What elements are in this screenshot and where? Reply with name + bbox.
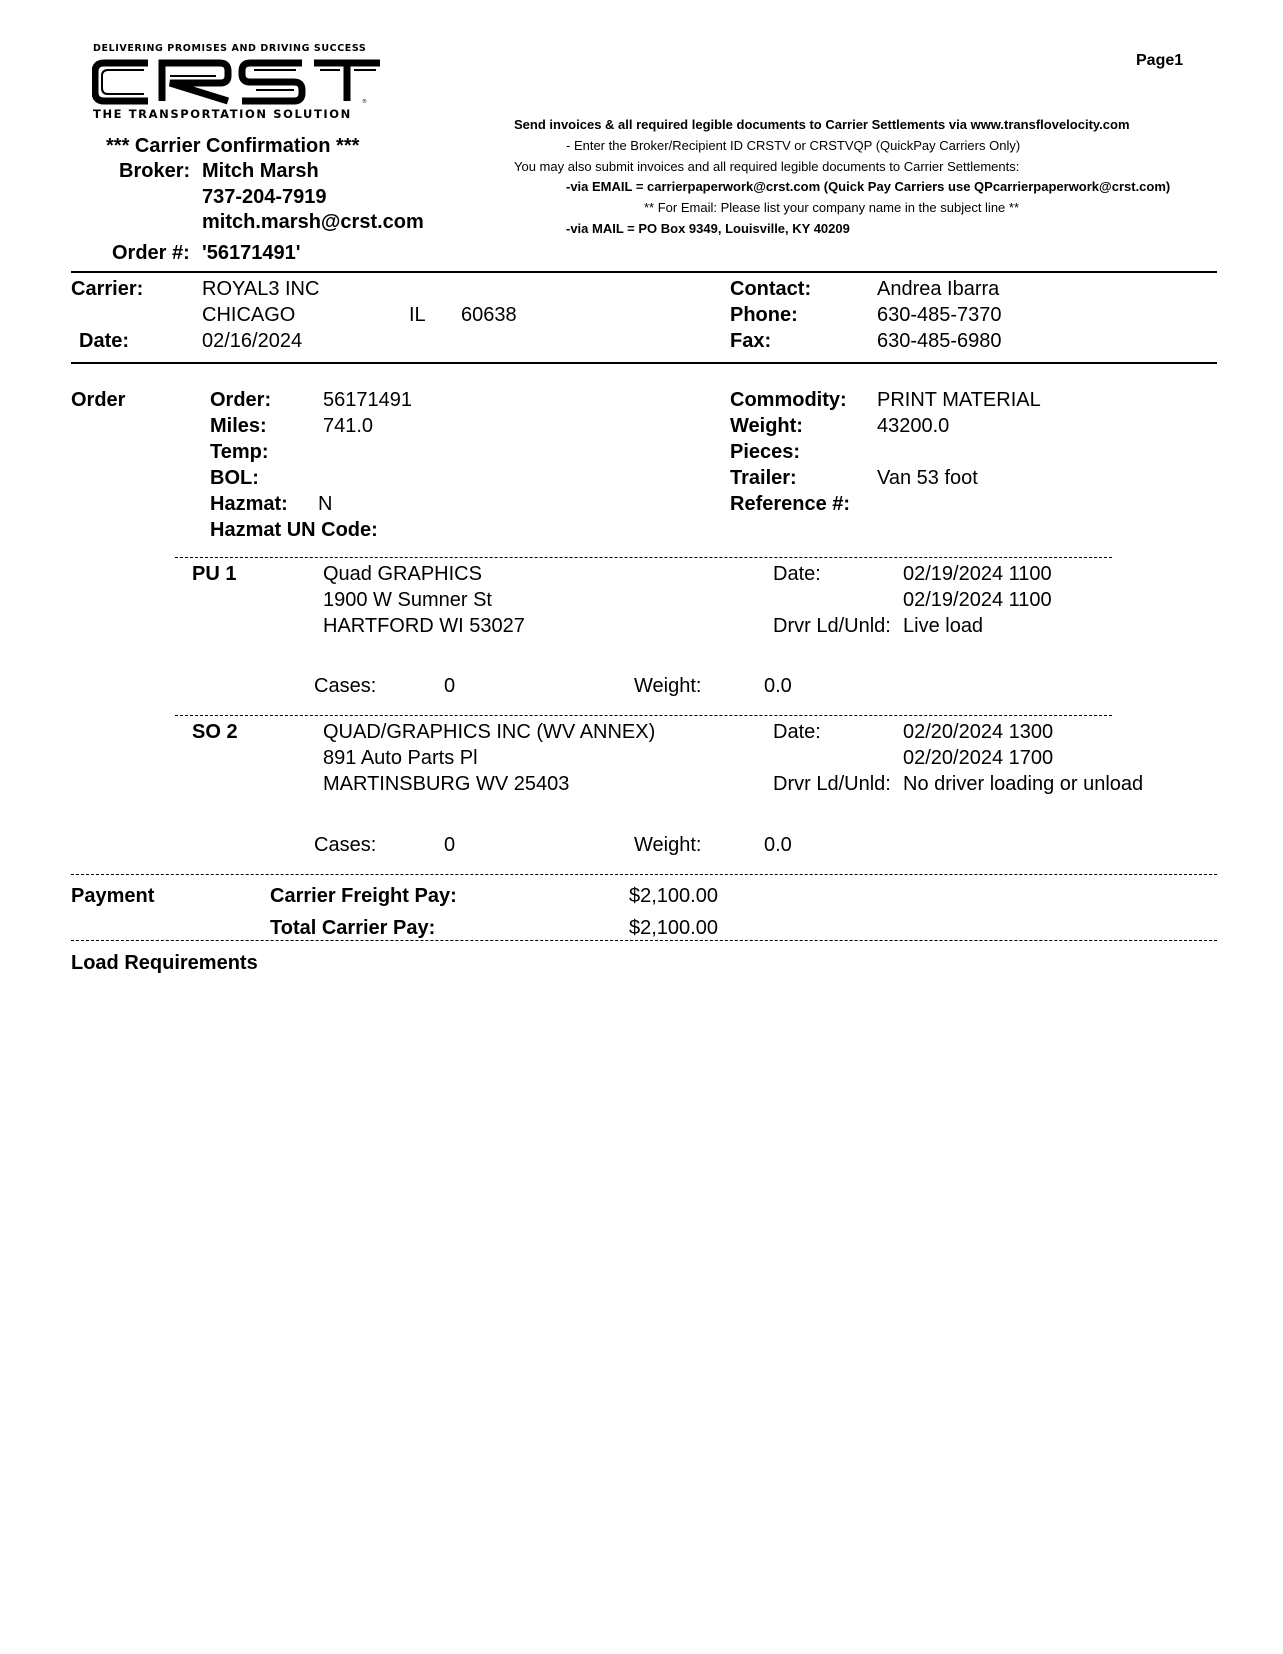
- reference-label: Reference #:: [730, 493, 851, 515]
- order-section-label: Order: [71, 389, 126, 411]
- document-title: *** Carrier Confirmation ***: [106, 135, 360, 157]
- order-number-label: Order #:: [112, 242, 190, 264]
- stop-weight-value: 0.0: [764, 675, 792, 697]
- broker-name: Mitch Marsh: [202, 160, 319, 182]
- carrier-name: ROYAL3 INC: [202, 278, 320, 300]
- miles-value: 741.0: [323, 415, 374, 437]
- page-label: Page: [1136, 52, 1175, 69]
- commodity-label: Commodity:: [730, 389, 847, 411]
- fax-value: 630-485-6980: [877, 330, 1002, 352]
- stop-address: 891 Auto Parts Pl: [323, 747, 478, 769]
- total-pay-value: $2,100.00: [629, 917, 718, 939]
- pieces-label: Pieces:: [730, 441, 801, 463]
- stop-citystate: HARTFORD WI 53027: [323, 615, 525, 637]
- stop-weight-label: Weight:: [634, 675, 702, 697]
- stop-drvr-label: Drvr Ld/Unld:: [773, 773, 891, 795]
- stop-date-2: 02/20/2024 1700: [903, 747, 1054, 769]
- divider-payment: [71, 874, 1217, 875]
- stop-name: Quad GRAPHICS: [323, 563, 482, 585]
- stop-cases-label: Cases:: [314, 675, 377, 697]
- stop-cases-value: 0: [444, 675, 456, 697]
- trailer-label: Trailer:: [730, 467, 797, 489]
- weight-label: Weight:: [730, 415, 803, 437]
- miles-label: Miles:: [210, 415, 267, 437]
- commodity-value: PRINT MATERIAL: [877, 389, 1041, 411]
- stop-weight-label: Weight:: [634, 834, 702, 856]
- hazmat-un-label: Hazmat UN Code:: [210, 519, 378, 541]
- instruction-line-5: ** For Email: Please list your company name in the subject line **: [644, 200, 1020, 215]
- contact-label: Contact:: [730, 278, 812, 300]
- broker-email[interactable]: mitch.marsh@crst.com: [202, 211, 424, 233]
- divider-load-req: [71, 940, 1217, 941]
- broker-label: Broker:: [119, 160, 191, 182]
- stop-date-1: 02/19/2024 1100: [903, 563, 1052, 585]
- stop-cases-value: 0: [444, 834, 456, 856]
- stop-drvr-label: Drvr Ld/Unld:: [773, 615, 891, 637]
- page-number: [1136, 52, 1183, 70]
- hazmat-value: N: [318, 493, 333, 515]
- instruction-line-6: -via MAIL = PO Box 9349, Louisville, KY 40209: [566, 221, 850, 236]
- svg-text:®: ®: [362, 99, 367, 105]
- divider-top: [71, 271, 1217, 273]
- divider-carrier: [71, 362, 1217, 364]
- trailer-value: Van 53 foot: [877, 467, 978, 489]
- freight-pay-label: Carrier Freight Pay:: [270, 885, 457, 907]
- carrier-label: Carrier:: [71, 278, 144, 300]
- load-requirements-label: Load Requirements: [71, 952, 258, 974]
- carrier-state: IL: [409, 304, 426, 326]
- fax-label: Fax:: [730, 330, 772, 352]
- divider-stop-2: [175, 715, 1112, 716]
- crst-logo: [92, 59, 380, 105]
- stop-date-label: Date:: [773, 721, 821, 743]
- stop-drvr-value: No driver loading or unload: [903, 773, 1144, 795]
- stop-date-2: 02/19/2024 1100: [903, 589, 1052, 611]
- broker-phone: 737-204-7919: [202, 186, 327, 208]
- hazmat-label: Hazmat:: [210, 493, 288, 515]
- stop-date-label: Date:: [773, 563, 821, 585]
- phone-label: Phone:: [730, 304, 798, 326]
- page-number-value: 1: [1174, 52, 1184, 69]
- stop-citystate: MARTINSBURG WV 25403: [323, 773, 570, 795]
- instruction-line-1: Send invoices & all required legible documents to Carrier Settlements via www.transflovelocity.com: [514, 117, 1130, 132]
- freight-pay-value: $2,100.00: [629, 885, 718, 907]
- instruction-line-3: You may also submit invoices and all required legible documents to Carrier Settlements:: [514, 159, 1020, 174]
- stop-code: SO 2: [192, 721, 238, 743]
- weight-value: 43200.0: [877, 415, 950, 437]
- phone-value: 630-485-7370: [877, 304, 1002, 326]
- order-value: 56171491: [323, 389, 412, 411]
- temp-label: Temp:: [210, 441, 269, 463]
- carrier-date-label: Date:: [79, 330, 130, 352]
- order-number-value: '56171491': [202, 242, 301, 264]
- stop-cases-label: Cases:: [314, 834, 377, 856]
- order-label: Order:: [210, 389, 272, 411]
- stop-drvr-value: Live load: [903, 615, 984, 637]
- stop-weight-value: 0.0: [764, 834, 792, 856]
- logo-tagline: DELIVERING PROMISES AND DRIVING SUCCESS: [93, 43, 367, 54]
- contact-value: Andrea Ibarra: [877, 278, 1000, 300]
- stop-date-1: 02/20/2024 1300: [903, 721, 1054, 743]
- stop-name: QUAD/GRAPHICS INC (WV ANNEX): [323, 721, 656, 743]
- logo-subtitle: THE TRANSPORTATION SOLUTION: [93, 107, 352, 121]
- divider-stop-1: [175, 557, 1112, 558]
- payment-section-label: Payment: [71, 885, 155, 907]
- instruction-line-4: -via EMAIL = carrierpaperwork@crst.com (Quick Pay Carriers use QPcarrierpaperwork@crst.com): [566, 179, 1171, 194]
- stop-address: 1900 W Sumner St: [323, 589, 492, 611]
- stop-code: PU 1: [192, 563, 237, 585]
- carrier-city: CHICAGO: [202, 304, 296, 326]
- total-pay-label: Total Carrier Pay:: [270, 917, 436, 939]
- bol-label: BOL:: [210, 467, 259, 489]
- carrier-date: 02/16/2024: [202, 330, 303, 352]
- instruction-line-2: - Enter the Broker/Recipient ID CRSTV or CRSTVQP (QuickPay Carriers Only): [566, 138, 1021, 153]
- carrier-zip: 60638: [461, 304, 517, 326]
